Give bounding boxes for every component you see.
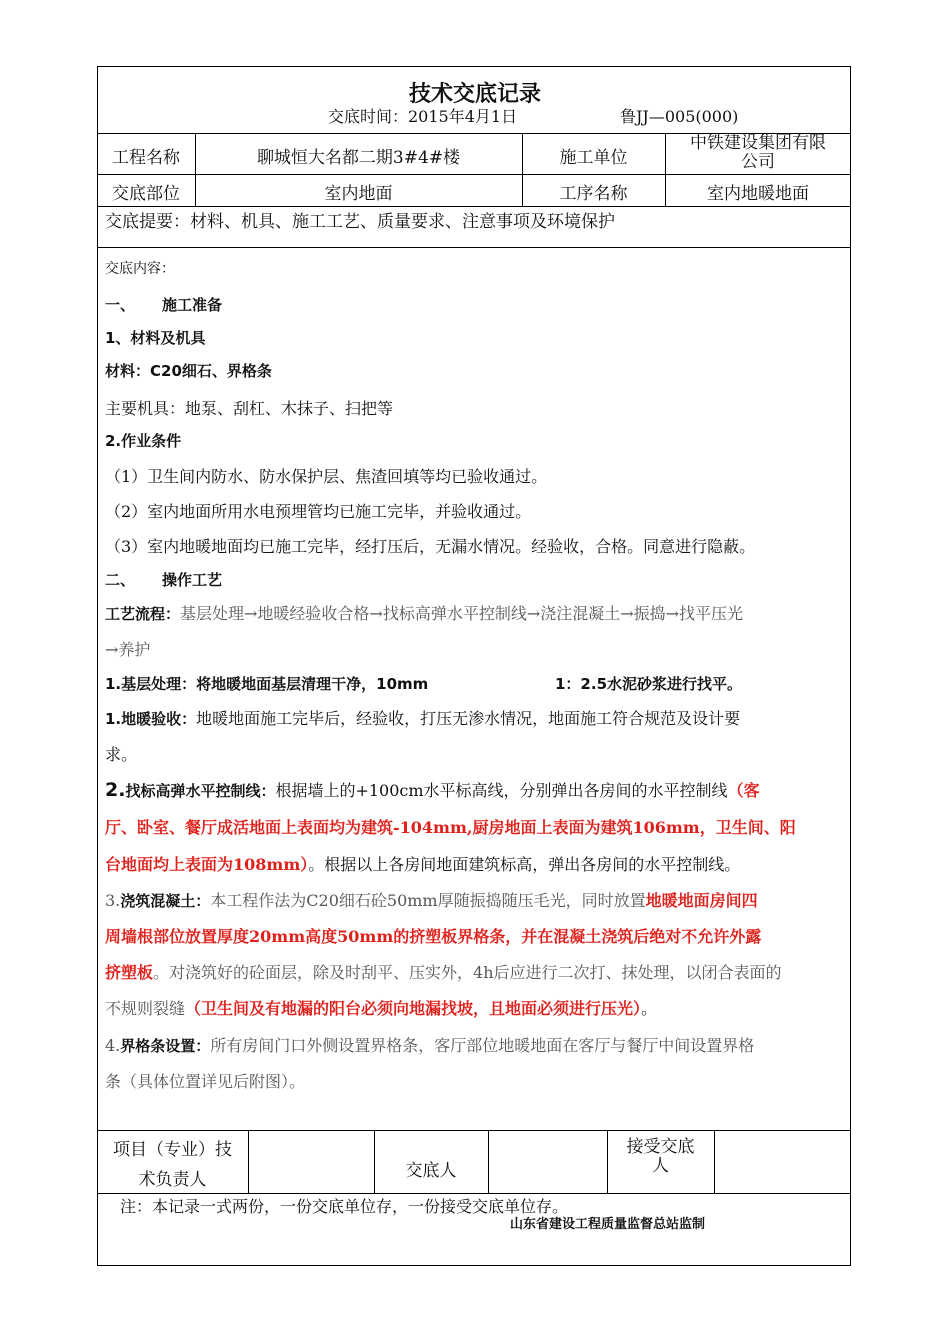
footer-note: 注：本记录一式两份，一份交底单位存，一份接受交底单位存。 [120, 1197, 569, 1216]
process-flow-line-2: →养护 [105, 640, 151, 659]
contractor-label: 施工单位 [559, 148, 628, 168]
pour-line-3: 挤塑板。对浇筑好的砼面层，除及时刮平、压实外，4h后应进行二次打、抹处理，以闭合表面的 [105, 963, 782, 982]
section-1-number: 一、 [105, 296, 136, 314]
process-label: 工序名称 [559, 184, 628, 204]
divider [488, 1130, 489, 1193]
location-value: 室内地面 [324, 184, 393, 204]
heating-acceptance-line-1: 1.地暖验收：地暖地面施工完毕后，经验收，打压无渗水情况，地面施工符合规范及设计要 [105, 709, 741, 728]
handover-person-label: 交底人 [405, 1161, 457, 1181]
section-2-title: 操作工艺 [162, 571, 223, 589]
heating-acceptance-line-2: 求。 [105, 745, 138, 764]
contractor-value: 中铁建设集团有限 公司 [690, 133, 826, 172]
project-name-value: 聊城恒大名都二期3#4#楼 [256, 148, 461, 168]
process-flow-line-1: 工艺流程：基层处理→地暖经验收合格→找标高弹水平控制线→浇注混凝土→振捣→找平压光 [105, 604, 744, 623]
level-line-1: 2.找标高弹水平控制线：根据墙上的+100cm水平标高线，分别弹出各房间的水平控制线（客 [105, 779, 760, 801]
divider [97, 247, 851, 248]
condition-1: （1）卫生间内防水、防水保护层、焦渣回填等均已验收通过。 [105, 467, 548, 486]
pour-line-4: 不规则裂缝（卫生间及有地漏的阳台必须向地漏找坡，且地面必须进行压光）。 [105, 999, 658, 1018]
divider [714, 1130, 715, 1193]
project-name-label: 工程名称 [112, 148, 180, 168]
tools-line: 主要机具：地泵、刮杠、木抹子、扫把等 [105, 399, 394, 418]
level-line-2: 厅、卧室、餐厅成活地面上表面均为建筑-104mm,厨房地面上表面为建筑106mm，卫生间、阳 [105, 818, 796, 837]
base-treatment-left: 1.基层处理：将地暖地面基层清理干净，10mm [105, 675, 429, 693]
content-intro: 交底内容： [105, 261, 175, 277]
supervisor-line: 山东省建设工程质量监督总站监制 [510, 1217, 706, 1232]
section-1-title: 施工准备 [162, 296, 223, 314]
form-code: 鲁JJ—005(000) [620, 107, 739, 126]
condition-3: （3）室内地暖地面均已施工完毕，经打压后，无漏水情况。经验收，合格。同意进行隐蔽。 [105, 537, 756, 556]
condition-2: （2）室内地面所用水电预埋管均已施工完毕，并验收通过。 [105, 502, 532, 521]
divider [97, 1130, 851, 1131]
grid-strip-line-1: 4.界格条设置：所有房间门口外侧设置界格条，客厅部位地暖地面在客厅与餐厅中间设置界格 [105, 1036, 755, 1055]
receiver-label: 接受交底 人 [626, 1137, 695, 1176]
materials-line: 材料：C20细石、界格条 [105, 362, 272, 380]
subsection-conditions: 2.作业条件 [105, 432, 182, 450]
handover-date: 交底时间：2015年4月1日 [328, 107, 518, 126]
section-2-number: 二、 [105, 571, 136, 589]
pour-line-1: 3.浇筑混凝土：本工程作法为C20细石砼50mm厚随振捣随压毛光，同时放置地暖地面房间四 [105, 891, 758, 910]
level-line-3: 台地面均上表面为108mm）。根据以上各房间地面建筑标高，弹出各房间的水平控制线。 [105, 855, 741, 874]
grid-strip-line-2: 条（具体位置详见后附图）。 [105, 1072, 306, 1091]
divider [248, 1130, 249, 1193]
divider [97, 174, 851, 175]
summary-text: 交底提要：材料、机具、施工工艺、质量要求、注意事项及环境保护 [105, 212, 615, 232]
base-treatment-right: 1：2.5水泥砂浆进行找平。 [555, 675, 743, 693]
process-value: 室内地暖地面 [707, 184, 809, 204]
subsection-materials-tools: 1、材料及机具 [105, 329, 206, 347]
pour-line-2: 周墙根部位放置厚度20mm高度50mm的挤塑板界格条，并在混凝土浇筑后绝对不允许外露 [105, 927, 762, 946]
technical-lead-label: 项目（专业）技 术负责人 [113, 1140, 232, 1190]
location-label: 交底部位 [112, 184, 180, 204]
document-title: 技术交底记录 [408, 82, 541, 107]
